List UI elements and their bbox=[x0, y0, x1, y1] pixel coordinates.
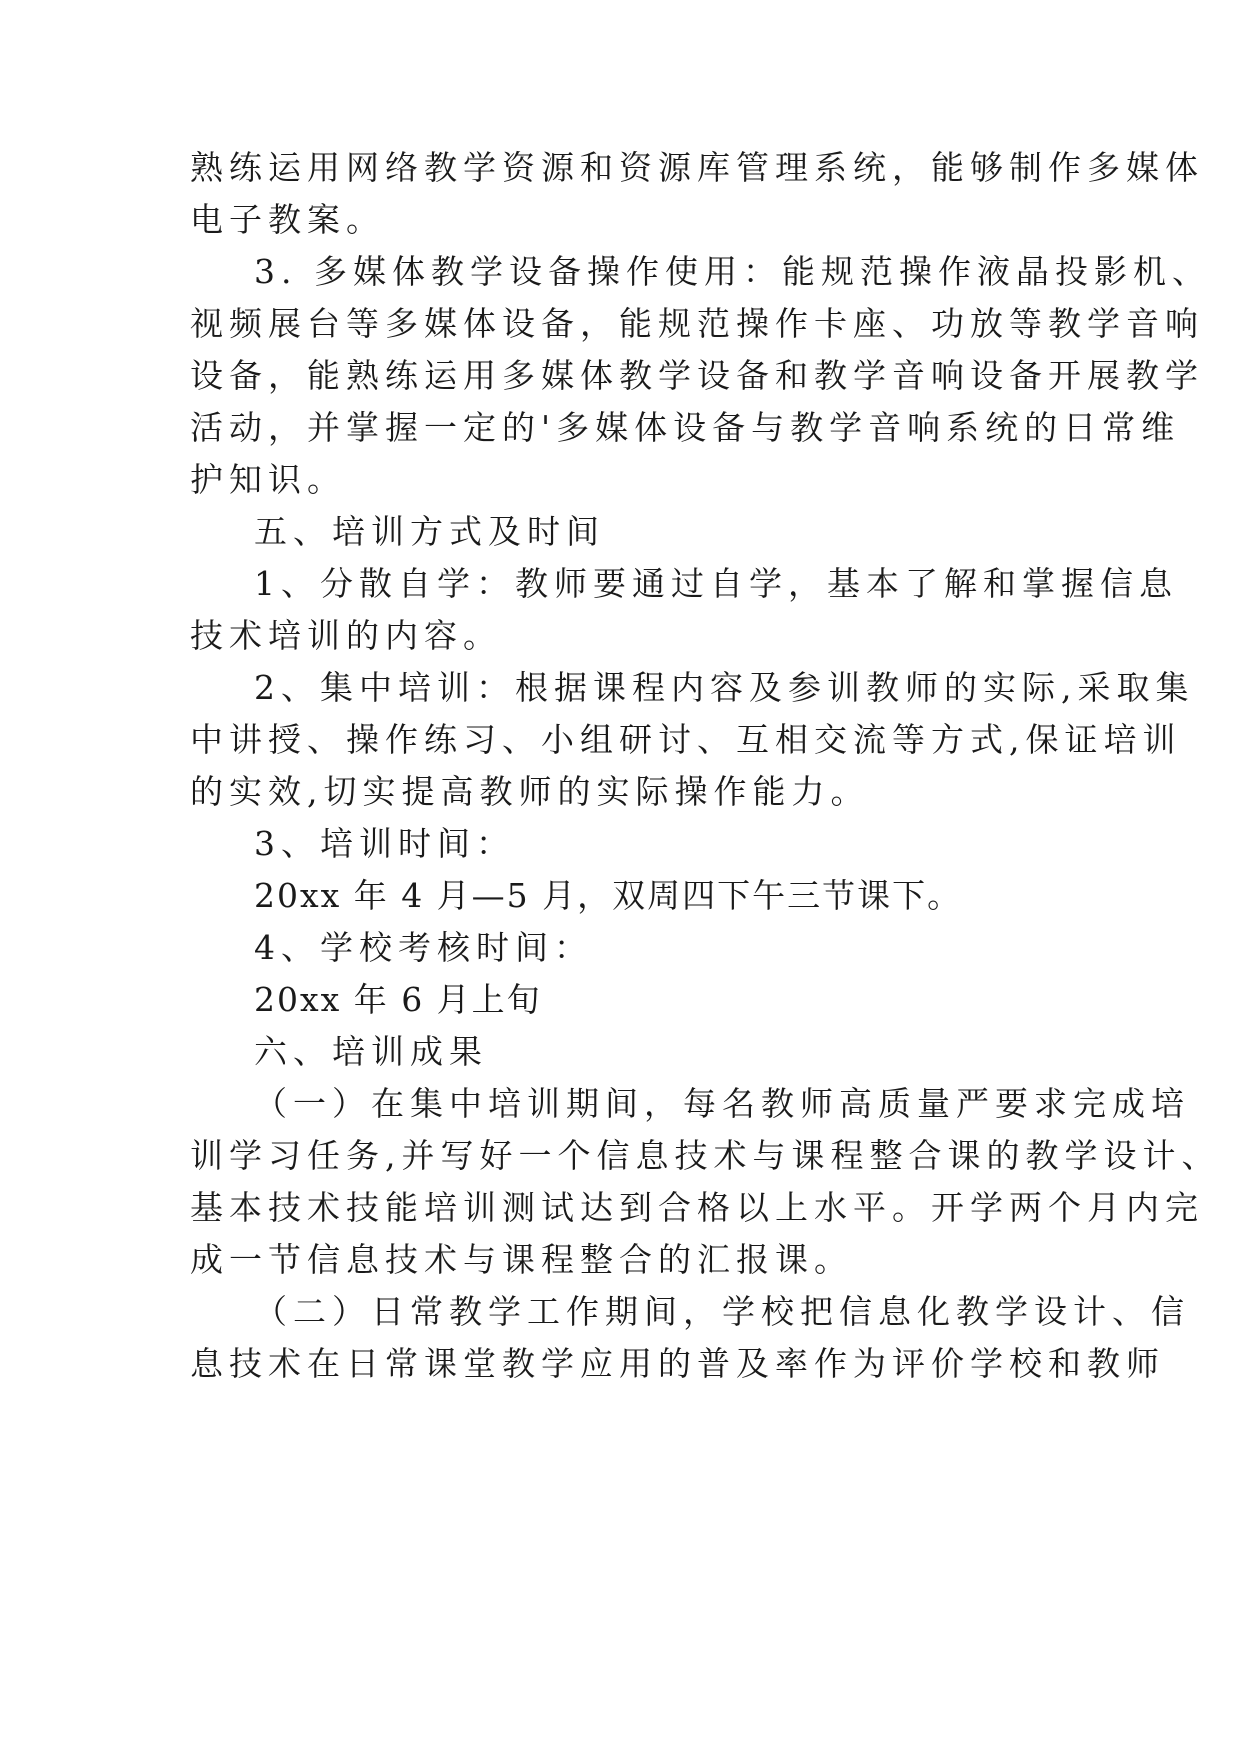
body-text-line: 电子教案。 bbox=[190, 200, 385, 239]
body-text-line: 护知识。 bbox=[190, 460, 346, 499]
numbered-item: 3、培训时间： bbox=[254, 824, 515, 863]
numbered-item: 2、集中培训：根据课程内容及参训教师的实际,采取集 bbox=[254, 668, 1195, 707]
section-heading: 五、培训方式及时间 bbox=[254, 512, 605, 551]
body-text-line: 基本技术技能培训测试达到合格以上水平。开学两个月内完 bbox=[190, 1188, 1204, 1227]
body-text-line: 训学习任务,并写好一个信息技术与课程整合课的教学设计、 bbox=[190, 1136, 1221, 1175]
numbered-item: 3. 多媒体教学设备操作使用：能规范操作液晶投影机、 bbox=[254, 252, 1211, 291]
body-text-line: 熟练运用网络教学资源和资源库管理系统，能够制作多媒体 bbox=[190, 148, 1204, 187]
body-text-line: 视频展台等多媒体设备，能规范操作卡座、功放等教学音响 bbox=[190, 304, 1204, 343]
numbered-item: 4、学校考核时间： bbox=[254, 928, 593, 967]
date-line: 20xx 年 6 月上旬 bbox=[254, 980, 542, 1019]
date-line: 20xx 年 4 月—5 月，双周四下午三节课下。 bbox=[254, 876, 963, 915]
body-text-line: 的实效,切实提高教师的实际操作能力。 bbox=[190, 772, 870, 811]
body-text-line: 设备，能熟练运用多媒体教学设备和教学音响设备开展教学 bbox=[190, 356, 1204, 395]
numbered-item: 1、分散自学：教师要通过自学，基本了解和掌握信息 bbox=[254, 564, 1178, 603]
body-text-line: 息技术在日常课堂教学应用的普及率作为评价学校和教师 bbox=[190, 1344, 1165, 1383]
section-heading: 六、培训成果 bbox=[254, 1032, 488, 1071]
body-text-line: 中讲授、操作练习、小组研讨、互相交流等方式,保证培训 bbox=[190, 720, 1182, 759]
sub-item: （二）日常教学工作期间，学校把信息化教学设计、信 bbox=[254, 1292, 1190, 1331]
body-text-line: 活动，并掌握一定的'多媒体设备与教学音响系统的日常维 bbox=[190, 408, 1181, 447]
sub-item: （一）在集中培训期间，每名教师高质量严要求完成培 bbox=[254, 1084, 1190, 1123]
body-text-line: 成一节信息技术与课程整合的汇报课。 bbox=[190, 1240, 853, 1279]
body-text-line: 技术培训的内容。 bbox=[190, 616, 502, 655]
